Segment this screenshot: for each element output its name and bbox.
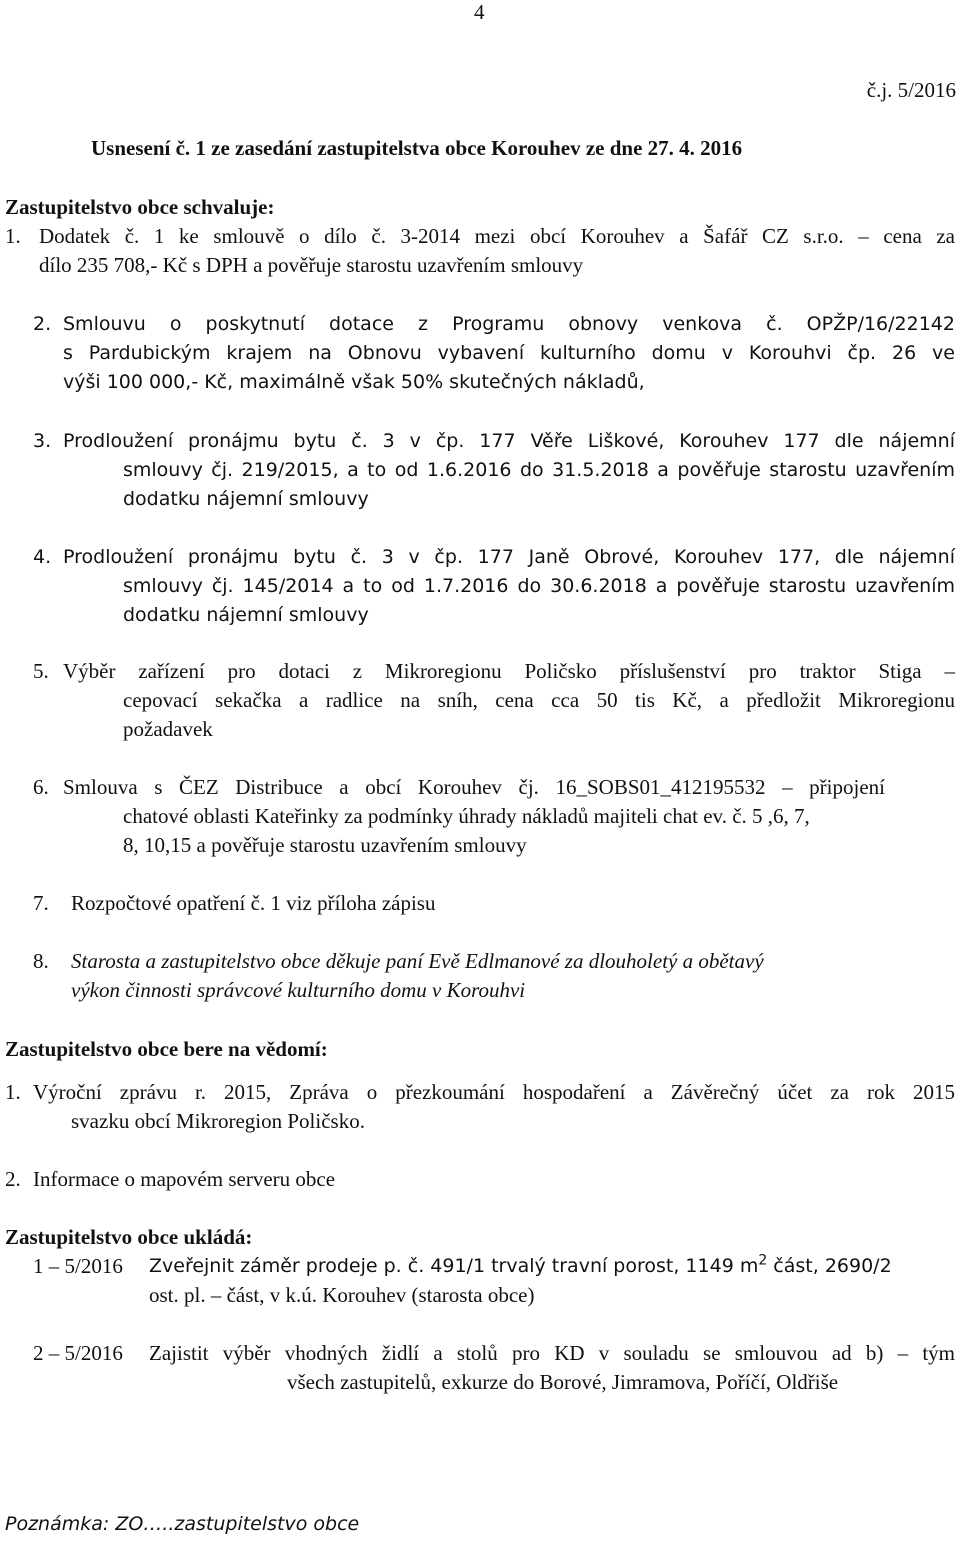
order-id: 1 – 5/2016 [33, 1254, 123, 1278]
item-text-line: s Pardubickým krajem na Obnovu vybavení kulturního domu v Korouhvi čp. 26 ve [63, 342, 955, 364]
item-number: 2. [5, 1167, 21, 1191]
order-text-line: ost. pl. – část, v k.ú. Korouhev (starosta obce) [149, 1283, 535, 1307]
item-number: 1. [5, 224, 21, 248]
item-number: 8. [33, 949, 49, 973]
item-text-line: chatové oblasti Kateřinky za podmínky úhrady nákladů majiteli chat ev. č. 5 ,6, 7, [123, 804, 810, 828]
order-id: 2 – 5/2016 [33, 1341, 123, 1365]
item-text-line: výkon činnosti správcové kulturního domu v Korouhvi [71, 978, 526, 1002]
item-text-line: Výběr zařízení pro dotaci z Mikroregionu Poličsko příslušenství pro traktor Stiga – [63, 659, 955, 683]
item-text-line: výši 100 000,- Kč, maximálně však 50% skutečných nákladů, [63, 371, 645, 393]
section-heading-notes: Zastupitelstvo obce bere na vědomí: [5, 1037, 328, 1061]
item-number: 3. [33, 430, 52, 452]
section-heading-approves: Zastupitelstvo obce schvaluje: [5, 195, 275, 219]
item-number: 1. [5, 1080, 21, 1104]
item-text-line: dodatku nájemní smlouvy [123, 604, 369, 626]
item-text-line: požadavek [123, 717, 213, 741]
item-text-line: cepovací sekačka a radlice na sníh, cena cca 50 tis Kč, a předložit Mikroregionu [123, 688, 955, 712]
item-text-line: Výroční zprávu r. 2015, Zpráva o přezkoumání hospodaření a Závěrečný účet za rok 2015 [33, 1080, 955, 1104]
page-number: 4 [474, 0, 485, 24]
item-text-line: svazku obcí Mikroregion Poličsko. [71, 1109, 365, 1133]
item-text-line: Informace o mapovém serveru obce [33, 1167, 336, 1191]
item-text-line: Smlouvu o poskytnutí dotace z Programu obnovy venkova č. OPŽP/16/22142 [63, 313, 955, 335]
section-heading-orders: Zastupitelstvo obce ukládá: [5, 1225, 253, 1249]
item-text-line: 8, 10,15 a pověřuje starostu uzavřením smlouvy [123, 833, 527, 857]
document-reference: č.j. 5/2016 [866, 78, 956, 102]
item-text-line: smlouvy čj. 219/2015, a to od 1.6.2016 do 31.5.2018 a pověřuje starostu uzavřením [123, 459, 955, 481]
item-text-line: Starosta a zastupitelstvo obce děkuje paní Evě Edlmanové za dlouholetý a obětavý [71, 949, 764, 973]
item-number: 6. [33, 775, 49, 799]
item-text-line: dodatku nájemní smlouvy [123, 488, 369, 510]
order-text-line: všech zastupitelů, exkurze do Borové, Jimramova, Poříčí, Oldřiše [287, 1370, 839, 1394]
item-text-line: dílo 235 708,- Kč s DPH a pověřuje starostu uzavřením smlouvy [39, 253, 584, 277]
item-text-line: Rozpočtové opatření č. 1 viz příloha zápisu [71, 891, 436, 915]
item-text-line: Dodatek č. 1 ke smlouvě o dílo č. 3-2014 mezi obcí Korouhev a Šafář CZ s.r.o. – cena za [39, 224, 955, 248]
resolution-title: Usnesení č. 1 ze zasedání zastupitelstva obce Korouhev ze dne 27. 4. 2016 [91, 136, 743, 160]
item-number: 2. [33, 313, 52, 335]
item-text-line: smlouvy čj. 145/2014 a to od 1.7.2016 do 30.6.2018 a pověřuje starostu uzavřením [123, 575, 955, 597]
item-text-line: Smlouva s ČEZ Distribuce a obcí Korouhev čj. 16_SOBS01_412195532 – připojení [63, 775, 885, 799]
item-number: 5. [33, 659, 49, 683]
item-number: 7. [33, 891, 49, 915]
footnote: Poznámka: ZO…..zastupitelstvo obce [5, 1513, 360, 1535]
order-text-line: Zveřejnit záměr prodeje p. č. 491/1 trvalý travní porost, 1149 $m^2$ část, 2690/2 [149, 1252, 892, 1277]
order-text-line: Zajistit výběr vhodných židlí a stolů pro KD v souladu se smlouvou ad b) – tým [149, 1341, 955, 1365]
superscript: 2 [758, 1252, 768, 1269]
item-text-line: Prodloužení pronájmu bytu č. 3 v čp. 177 Věře Liškové, Korouhev 177 dle nájemní [63, 430, 955, 452]
item-number: 4. [33, 546, 52, 568]
item-text-line: Prodloužení pronájmu bytu č. 3 v čp. 177 Janě Obrové, Korouhev 177, dle nájemní [63, 546, 955, 568]
